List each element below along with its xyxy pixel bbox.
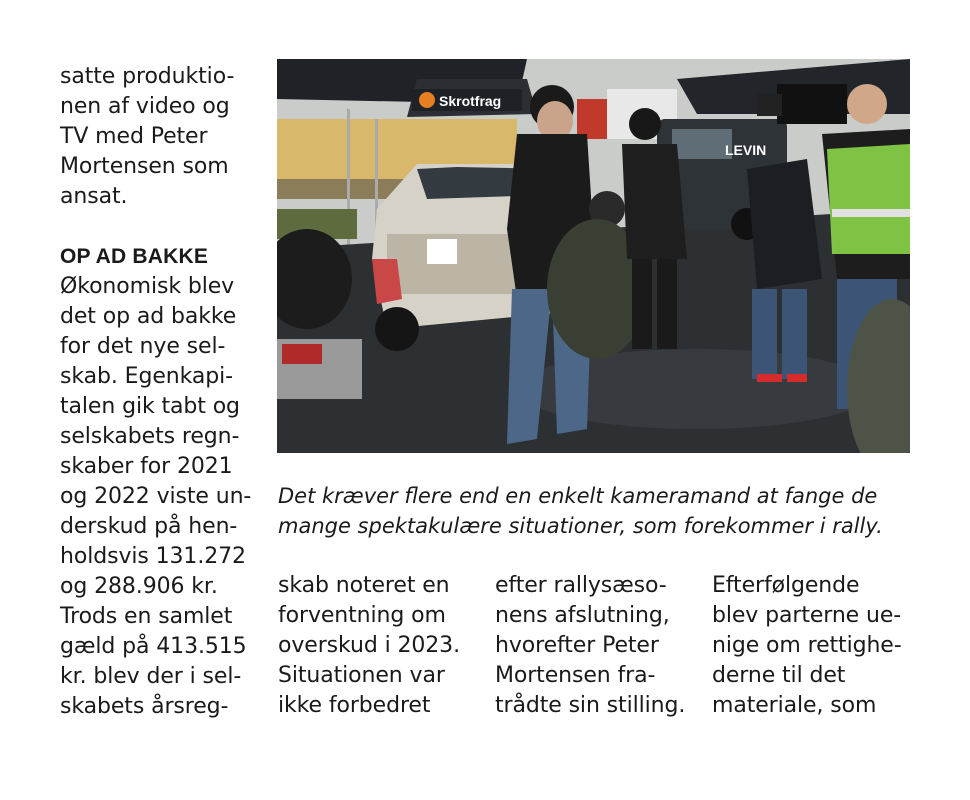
caption-line: mange spektakulære situationer, som forekommer i rally.: [278, 514, 883, 538]
text-line: skaber for 2021: [60, 454, 233, 479]
text-line: trådte sin stilling.: [495, 693, 686, 718]
text-line: derne til det: [712, 663, 846, 688]
article-column-3: [495, 571, 695, 721]
article-column-4: [712, 571, 912, 721]
text-line: efter rallysæso-: [495, 573, 667, 598]
rally-photo: [277, 59, 910, 453]
text-line: TV med Peter: [60, 124, 208, 149]
text-line: og 2022 viste un-: [60, 484, 252, 509]
section-heading: OP AD BAKKE: [60, 245, 209, 268]
text-line: Efterfølgende: [712, 573, 860, 598]
text-line: Situationen var: [278, 663, 445, 688]
text-line: gæld på 413.515: [60, 634, 247, 659]
text-line: skab. Egenkapi-: [60, 364, 233, 389]
text-line: holdsvis 131.272: [60, 544, 246, 569]
text-line: skab noteret en: [278, 573, 450, 598]
text-line: for det nye sel-: [60, 334, 226, 359]
text-line: materiale, som: [712, 693, 877, 718]
photo-illustration: [277, 59, 910, 453]
text-line: Trods en samlet: [60, 604, 233, 629]
text-line: kr. blev der i sel-: [60, 664, 242, 689]
text-line: Mortensen som: [60, 154, 229, 179]
text-line: hvorefter Peter: [495, 633, 659, 658]
article-column-1: [60, 62, 260, 722]
text-line: blev parterne ue-: [712, 603, 902, 628]
text-line: skabets årsreg-: [60, 694, 229, 719]
text-line: forventning om: [278, 603, 446, 628]
text-line: ikke forbedret: [278, 693, 431, 718]
text-line: derskud på hen-: [60, 514, 238, 539]
text-line: ansat.: [60, 184, 128, 209]
text-line: og 288.906 kr.: [60, 574, 218, 599]
article-column-2: [278, 571, 478, 721]
text-line: Mortensen fra-: [495, 663, 656, 688]
text-line: overskud i 2023.: [278, 633, 460, 658]
van-sign: LEVIN: [725, 142, 767, 158]
photo-caption: [278, 481, 918, 541]
text-line: nens afslutning,: [495, 603, 670, 628]
text-line: det op ad bakke: [60, 304, 237, 329]
text-line: Økonomisk blev: [60, 274, 235, 299]
text-line: nen af video og: [60, 94, 230, 119]
intro-paragraph: [60, 62, 260, 212]
text-line: nige om rettighe-: [712, 633, 902, 658]
text-line: selskabets regn-: [60, 424, 240, 449]
body-paragraph: [60, 272, 260, 722]
text-line: satte produktio-: [60, 64, 235, 89]
caption-line: Det kræver flere end en enkelt kameramand at fange de: [278, 484, 878, 508]
tent-sign: Skrotfrag: [439, 93, 502, 109]
text-line: talen gik tabt og: [60, 394, 240, 419]
